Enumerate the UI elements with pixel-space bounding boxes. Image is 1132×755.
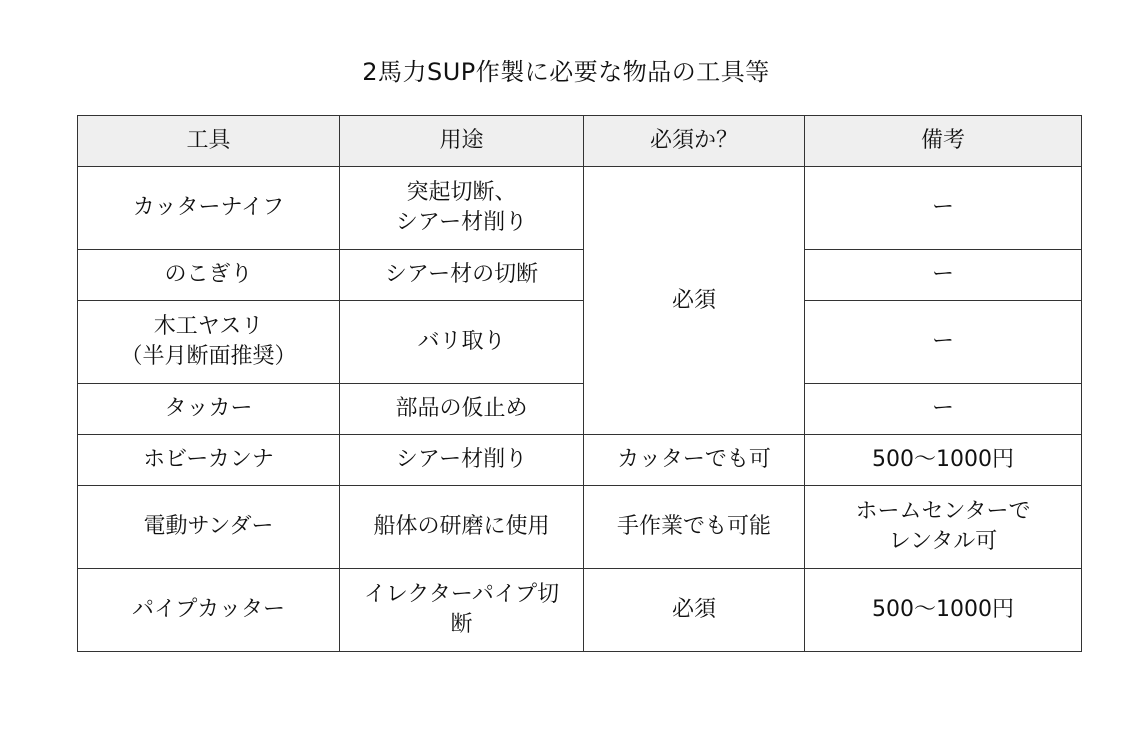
cell-use: シアー材の切断 xyxy=(340,250,584,301)
cell-note: ー xyxy=(805,301,1082,384)
cell-use: 突起切断、 シアー材削り xyxy=(340,167,584,250)
cell-required-merged: 必須 xyxy=(584,167,805,435)
cell-use: イレクターパイプ切 断 xyxy=(340,569,584,652)
cell-tool: 木工ヤスリ （半月断面推奨） xyxy=(78,301,340,384)
tools-table xyxy=(77,115,1082,652)
cell-tool: のこぎり xyxy=(78,250,340,301)
table-row xyxy=(78,301,1082,384)
cell-tool: ホビーカンナ xyxy=(78,435,340,486)
cell-required: 必須 xyxy=(584,569,805,652)
cell-note: ー xyxy=(805,167,1082,250)
table-row xyxy=(78,250,1082,301)
table-row xyxy=(78,569,1082,652)
cell-note: ホームセンターで レンタル可 xyxy=(805,486,1082,569)
header-note: 備考 xyxy=(805,116,1082,167)
header-use: 用途 xyxy=(340,116,584,167)
cell-use: バリ取り xyxy=(340,301,584,384)
cell-tool: タッカー xyxy=(78,384,340,435)
cell-use: 船体の研磨に使用 xyxy=(340,486,584,569)
header-tool: 工具 xyxy=(78,116,340,167)
page-title: 2馬力SUP作製に必要な物品の工具等 xyxy=(362,58,770,86)
table-row xyxy=(78,486,1082,569)
table-header-row xyxy=(78,116,1082,167)
header-required: 必須か？ xyxy=(584,116,805,167)
table-row xyxy=(78,167,1082,250)
cell-tool: 電動サンダー xyxy=(78,486,340,569)
cell-note: ー xyxy=(805,250,1082,301)
cell-note: 500～1000円 xyxy=(805,569,1082,652)
cell-use: 部品の仮止め xyxy=(340,384,584,435)
cell-tool: カッターナイフ xyxy=(78,167,340,250)
cell-note: 500～1000円 xyxy=(805,435,1082,486)
cell-required: 手作業でも可能 xyxy=(584,486,805,569)
table-row xyxy=(78,435,1082,486)
cell-use: シアー材削り xyxy=(340,435,584,486)
table-row xyxy=(78,384,1082,435)
cell-required: カッターでも可 xyxy=(584,435,805,486)
cell-tool: パイプカッター xyxy=(78,569,340,652)
cell-note: ー xyxy=(805,384,1082,435)
